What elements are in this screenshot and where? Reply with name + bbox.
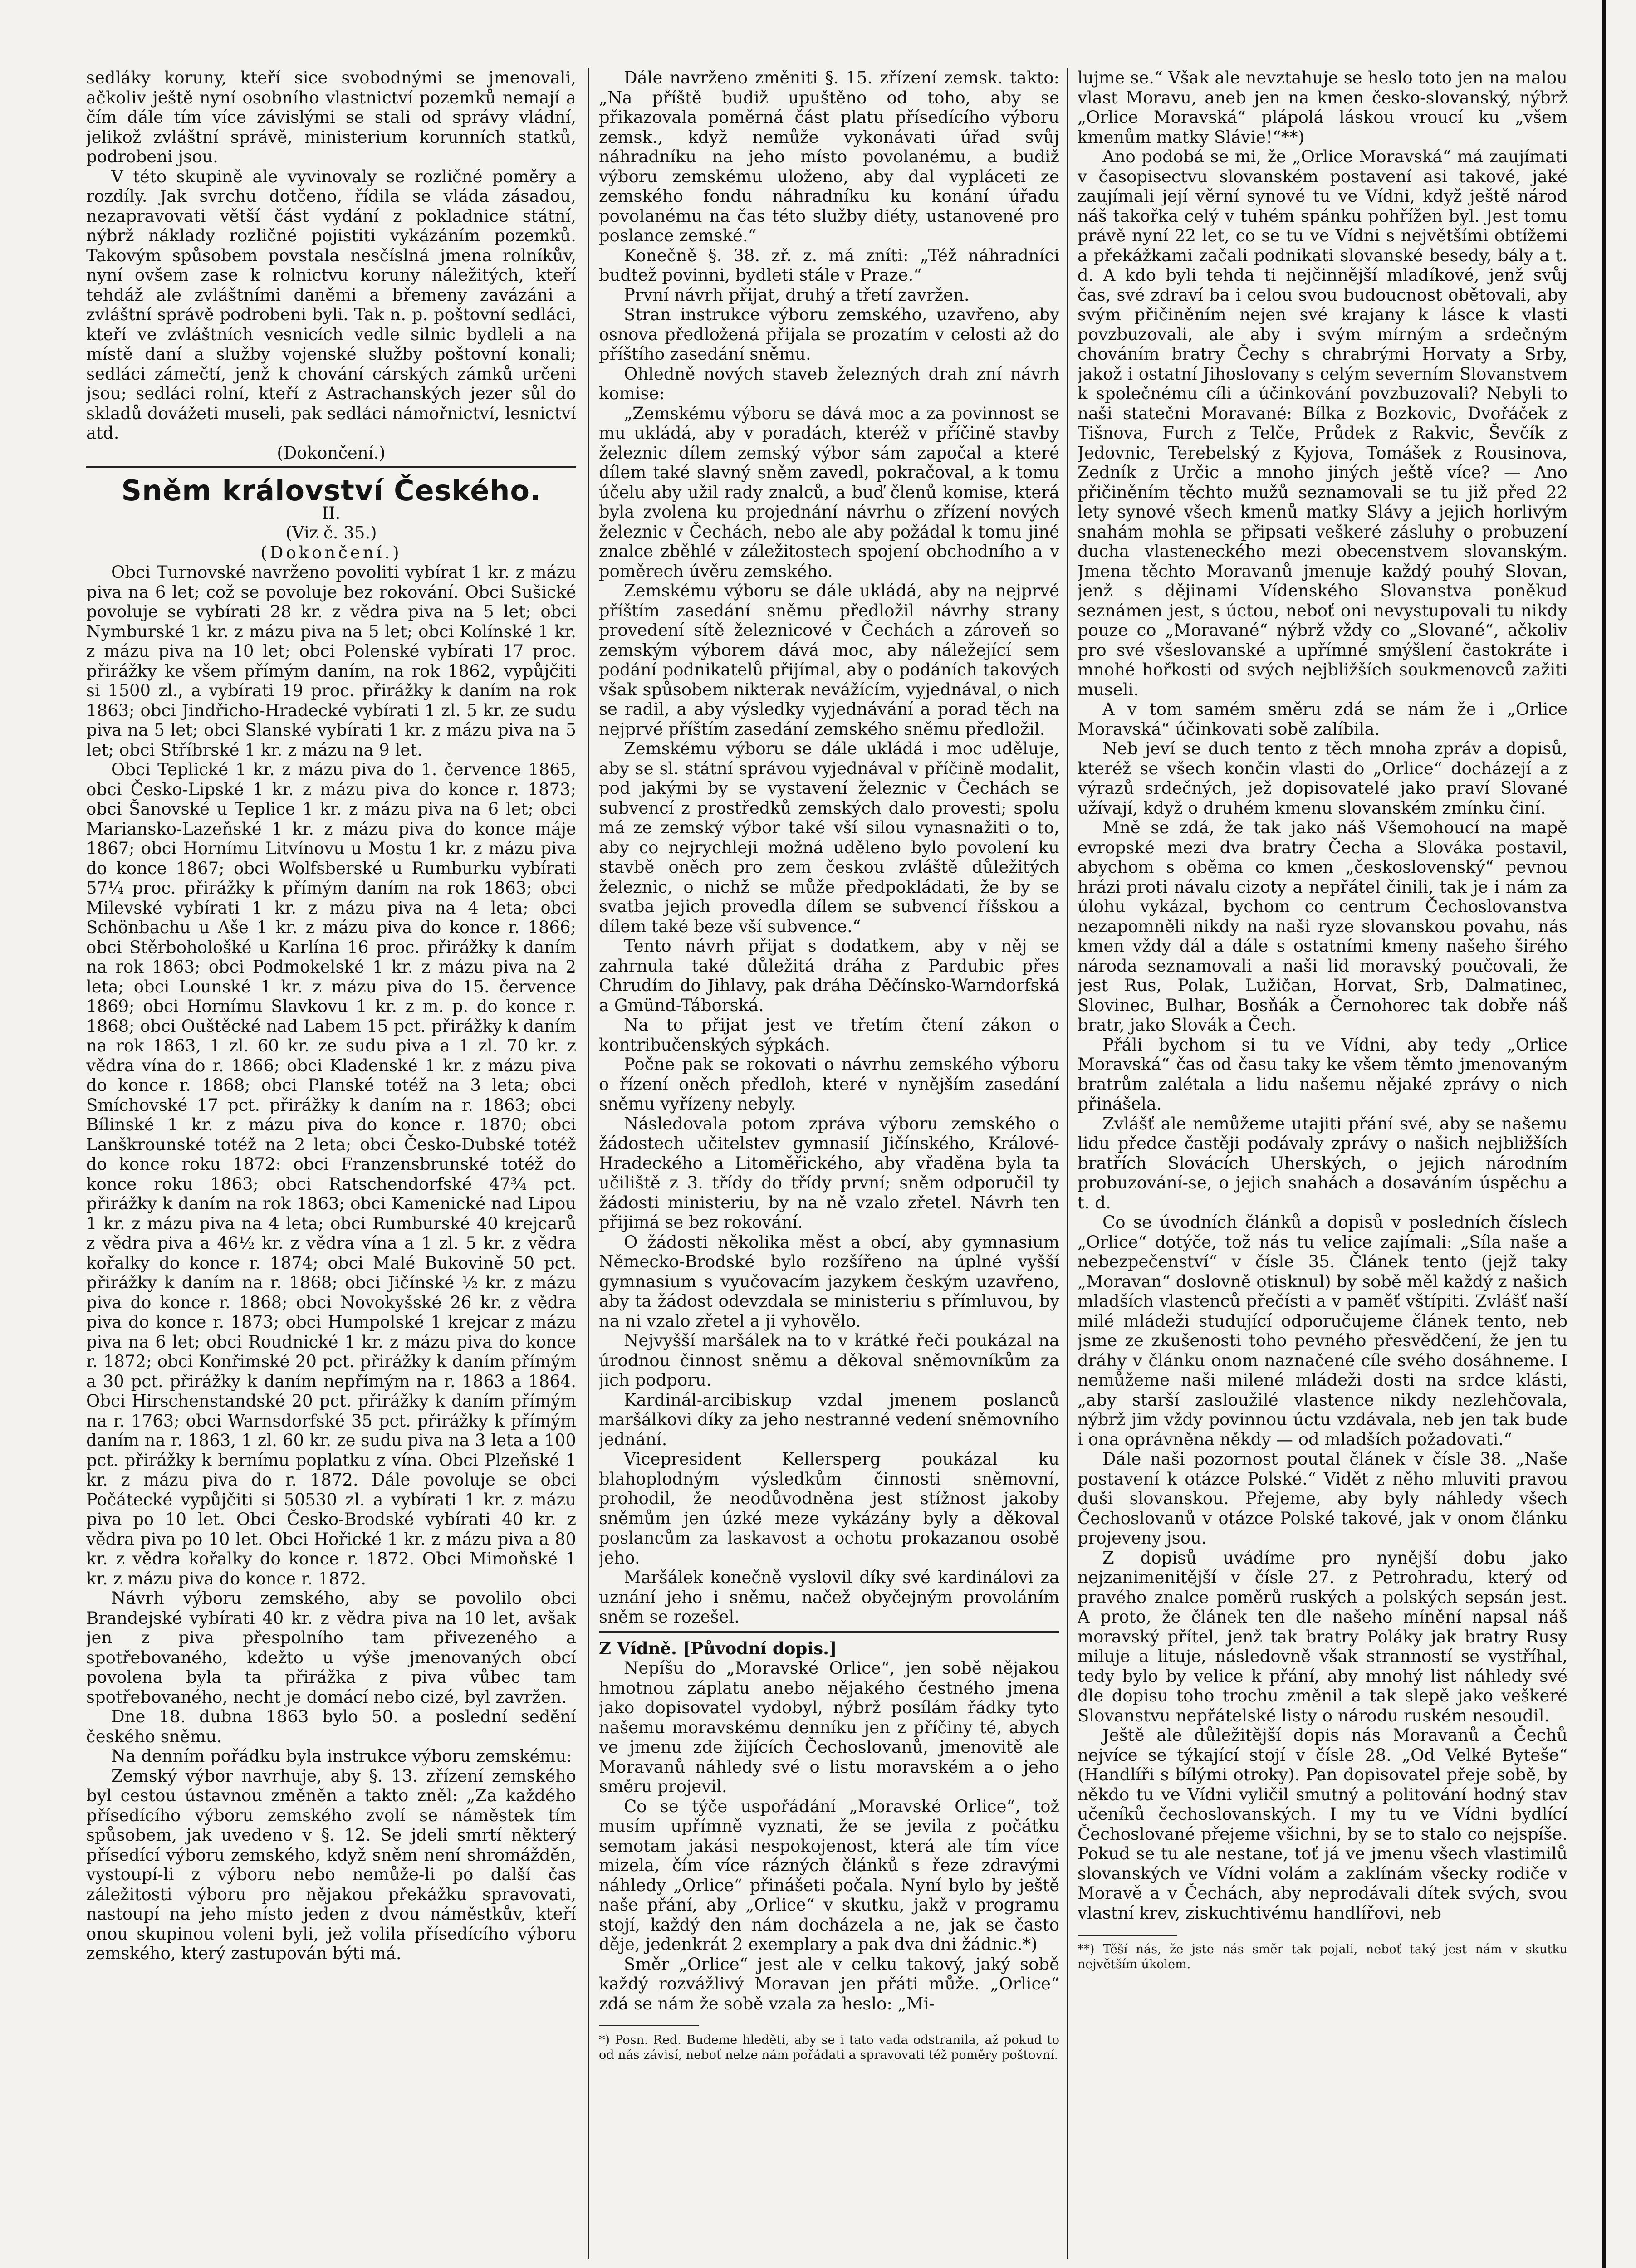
column-rule-1 bbox=[588, 68, 589, 2259]
article-text: sedláky koruny, kteří sice svobodnými se jmenovali, ačkoliv ještě nyní osobního vlastnictví pozemků nemají a čím dále tím více závislými se stali od správy vládní, jelikož zvláštní správě, ministerium korunních statků, podrobeni jsou. bbox=[86, 68, 576, 166]
continuation-note: (Dokončení.) bbox=[260, 543, 402, 562]
column-rule-2 bbox=[1067, 68, 1068, 2259]
article-text: Zemskému výboru se dále ukládá, aby na nejprvé příštím zasedání sněmu předložil návrhy strany provedení sítě železnicové v Čechách a zároveň so zemským výborem dává moc, aby náležející sem podání podnikatelů přijímal, aby o podáních takových však spůsobem nikterak nevážícím, vyjednával, o nich se radil, a aby výsledky vyjednávání a porad těch na nejprvé příštím zasedání zemského sněmu předložil. bbox=[599, 581, 1059, 739]
article-text: Ohledně nových staveb železných drah zní návrh komise: bbox=[599, 364, 1059, 403]
section-divider bbox=[86, 466, 576, 468]
article-text: V této skupině ale vyvinovaly se rozličné poměry a rozdíly. Jak svrchu dotčeno, řídila se vláda zásadou, nezapravovati větší část vydání z pokladnice státní, nýbrž náklady rozličné pojistiti vykázáním pozemků. Takovým spůsobem povstala nesčíslná jmena rolníkův, nyní ovšem zase k rolnictvu koruny náležitých, kteří tehdáž ale zvláštními daněmi a břemeny zavázáni a zvláštní správě podrobeni byli. Tak n. p. poštovní sedláci, kteří ve zvláštních vesnicích vedle silnic bydleli a na místě daní a služby vojenské služby poštovní konali; sedláci zámečtí, jenž k chování cárských zámků určeni jsou; sedláci rolní, kteří z Astrachanských jezer sůl do skladů dovážeti museli, pak sedláci námořnictví, lesnictví atd. bbox=[86, 166, 576, 443]
article-text: Neb jeví se duch tento z těch mnoha zpráv a dopisů, kteréž se všech končin vlasti do „Orlice“ docházejí a z výrazů srdečných, jež dopisovatelé jako praví Slované užívají, když o druhém kmenu slovanském zmínku činí. bbox=[1078, 739, 1567, 818]
footnote-divider bbox=[599, 2025, 699, 2026]
article-text: Mně se zdá, že tak jako náš Všemohoucí na mapě evropské mezi dva bratry Čecha a Slováka postavil, abychom s oběma co kmen „československý“ pevnou hrázi proti návalu cizoty a nepřátel činili, tak je i nám za úlohu vykázal, bychom co centrum Čechoslovanstva nezapomněli nikdy na naši ryze slovanskou povahu, nás kmen vždy dál a dále s ostatními kmeny našeho širého národa seznamovali a naši lid moravský poučovali, že jest Rus, Polak, Lužičan, Horvat, Srb, Dalmatinec, Slovinec, Bulhar, Bosňák a Černohorec tak dobře náš bratr, jako Slovák a Čech. bbox=[1078, 818, 1567, 1035]
article-text: Co se týče uspořádání „Moravské Orlice“, tož musím upřímně vyznati, že se jevila z počátku semotam jakási nespokojenost, která ale tím více mizela, čím více rázných článků s řeze zdravými náhledy „Orlice“ přinášeti počala. Nyní bylo by ještě naše přání, aby „Orlice“ v skutku, jakž v programu stojí, každý den nám docházela a ne, jak se často děje, jedenkrát 2 exemplary a pak dva dni žádnic.*) bbox=[599, 1796, 1059, 1954]
article-text: Na to přijat jest ve třetím čtení zákon o kontribučenských sýpkách. bbox=[599, 1015, 1059, 1055]
article-text: Obci Teplické 1 kr. z mázu piva do 1. července 1865, obci Česko-Lipské 1 kr. z mázu piva do konce r. 1873; obci Šanovské u Teplice 1 kr. z mázu piva na 6 let; obci Mariansko-Lazeňské 1 kr. z mázu piva do konce máje 1867; obci Hornímu Litvínovu u Mostu 1 kr. z mázu piva do konce 1867; obci Wolfsberské u Rumburku vybírati 57¼ proc. přirážky k přímým daním na rok 1863; obci Milevské vybírati 1 kr. z mázu piva na 4 leta; obci Schönbachu u Aše 1 kr. z mázu piva do konce r. 1866; obci Stěrbohološké u Karlína 16 proc. přirážky k daním na rok 1863; obci Podmokelské 1 kr. z mázu piva na 2 leta; obci Lounské 1 kr. z mázu piva do 15. července 1869; obci Hornímu Slavkovu 1 kr. z m. p. do konce r. 1868; obci Ouštěcké nad Labem 15 pct. přirážky k daním na rok 1863, 1 zl. 60 kr. ze sudu piva a 1 zl. 70 kr. z vědra vína do r. 1866; obci Kladenské 1 kr. z mázu piva do konce r. 1868; obci Planské totéž na 3 leta; obci Smíchovské 17 pct. přirážky k daním na r. 1863; obci Bílinské 1 kr. z mázu piva do konce r. 1870; obci Lanškrounské totéž na 2 leta; obci Česko-Dubské totéž do konce roku 1872: obci Franzensbrunské totéž do konce roku 1863; obci Ratschendorfské 47¾ pct. přirážky k daním na rok 1863; obci Kamenické nad Lipou 1 kr. z mázu piva na 4 leta; obci Rumburské 40 krejcarů z vědra piva a 46½ kr. z vědra vína a 1 zl. 5 kr. z vědra kořalky do konce r. 1874; obci Malé Bukovině 50 pct. přirážky k daním na r. 1868; obci Jičínské ½ kr. z mázu piva do konce r. 1868; obci Novokyšské 26 kr. z vědra piva do konce r. 1873; obci Humpolské 1 krejcar z mázu piva na 6 let; obci Roudnické 1 kr. z mázu piva do konce r. 1872; obci Konřimské 20 pct. přirážky k daním přímým a 30 pct. přirážky k daním nepřímým na r. 1863 a 1864. Obci Hirschenstandské 20 pct. přirážky k daním přímým na r. 1763; obci Warnsdorfské 35 pct. přirážky k přímým daním na r. 1863, 1 zl. 60 kr. ze sudu piva na 3 leta a 100 pct. přirážky k bernímu poplatku z vína. Obci Plzeňské 1 kr. z mázu piva do r. 1872. Dále povoluje se obci Počátecké vypůjčiti si 50530 zl. a vybírati 1 kr. z mázu piva po 10 let. Obci Česko-Brodské vybírati 40 kr. z vědra piva po 10 let. Obci Hořické 1 kr. z mázu piva a 80 kr. z vědra kořalky do konce r. 1872. Obci Mimoňské 1 kr. z mázu piva do konce r. 1872. bbox=[86, 760, 576, 1589]
column-2 bbox=[599, 68, 1059, 2268]
footnote: **) Těší nás, že jste nás směr tak pojali, neboť taký jest nám v skutku největším úkolem. bbox=[1078, 1942, 1567, 1971]
article-text: Nejvyšší maršálek na to v krátké řeči poukázal na úrodnou činnost sněmu a děkoval sněmovníkům za jich podporu. bbox=[599, 1331, 1059, 1390]
see-reference: (Viz č. 35.) bbox=[285, 523, 377, 543]
article-text: A v tom samém směru zdá se nám že i „Orlice Moravská“ účinkovati sobě zalíbila. bbox=[1078, 699, 1567, 739]
article-text: Návrh výboru zemského, aby se povolilo obci Brandejské vybírati 40 kr. z vědra piva na 10 let, avšak jen z piva přespolního tam přivezeného a spotřebovaného, kdežto u výše jmenovaných obcí povolena byla ta přirážka z piva vůbec tam spotřebovaného, necht je domácí nebo cizé, byl zavržen. bbox=[86, 1589, 576, 1707]
end-note: (Dokončení.) bbox=[277, 443, 386, 463]
section-divider bbox=[599, 1631, 1059, 1633]
article-text: O žádosti několika měst a obcí, aby gymnasium Německo-Brodské bylo rozšířeno na úplné vyšší gymnasium s vyučovacím jazykem českým uzavřeno, aby ta žádost odevzdala se ministeriu s přímluvou, by na ni vzalo zřetel a ji vyhovělo. bbox=[599, 1232, 1059, 1331]
article-text: Přáli bychom si tu ve Vídni, aby tedy „Orlice Moravská“ čas od času taky ke všem těmto jmenovaným bratrům zalétala a lidu našemu nějaké zprávy o nich přinášela. bbox=[1078, 1035, 1567, 1114]
article-text: Zvlášť ale nemůžeme utajiti přání své, aby se našemu lidu předce častěji podávaly zprávy o našich nejbližších bratřích Slovácích Uherských, o jejich národním probuzování-se, o jejich snahách a dosaváním úspěchu a t. d. bbox=[1078, 1114, 1567, 1212]
column-3 bbox=[1078, 68, 1567, 2268]
article-text: Vicepresident Kellersperg poukázal ku blahoplodným výsledkům činnosti sněmovní, prohodil, že neodůvodněna jest stížnost jakoby sněmům jen úzké meze vykázány byly a děkoval poslancům za laskavost a ochotu prokazanou osobě jeho. bbox=[599, 1449, 1059, 1568]
footnote-divider bbox=[1078, 1935, 1177, 1936]
article-text: Ještě ale důležitější dopis nás Moravanů a Čechů nejvíce se týkající stojí v čísle 28. „Od Velké Byteše“ (Handlíři s bílými otroky). Pan dopisovatel přeje sobě, by někdo tu ve Vídni vyličil smutný a politování hodný stav učeníků čechoslovanských. I my tu ve Vídni bydlící Čechoslované přejeme všichni, by se to stalo co nejspíše. Pokud se tu ale nestane, toť já ve jmenu všech vlastimilů slovanských ve Vídni volám a zaklínám všecky rodiče v Moravě a v Čechách, aby neprodávali dítek svých, svou vlastní krev, ziskuchtivému handlířovi, neb bbox=[1078, 1725, 1567, 1923]
article-text: Počne pak se rokovati o návrhu zemského výboru o řízení oněch předloh, které v nynějším zasedání sněmu vyřízeny nebyly. bbox=[599, 1055, 1059, 1114]
part-number: II. bbox=[322, 503, 341, 523]
article-text: Směr „Orlice“ jest ale v celku takový, jaký sobě každý rozvážlivý Moravan jen přáti může. „Orlice“ zdá se nám že sobě vzala za heslo: „Mi- bbox=[599, 1954, 1059, 2014]
section-title: Sněm království Českého. bbox=[121, 474, 541, 507]
article-text: Zemský výbor navrhuje, aby §. 13. zřízení zemského byl cestou ústavnou změněn a takto zněl: „Za každého přísedícího výboru zemského zvolí se náměstek tím spůsobem, jak uvedeno v §. 12. Se jdeli smrtí některý přísedící výboru zemského, když sněm není shromážděn, vystoupí-li z výboru nebo nemůže-li po další čas záležitosti výboru pro nějakou překážku spravovati, nastoupí na jeho místo jeden z dvou náměstkův, kteří onou skupinou voleni byli, jež volila přísedícího výboru zemského, který zastupován býti má. bbox=[86, 1766, 576, 1963]
footnote: *) Posn. Red. Budeme hleděti, aby se i tato vada odstranila, až pokud to od nás závisí, neboť nelze nám pořádati a spravovati též poměry poštovní. bbox=[599, 2033, 1059, 2062]
article-text: lujme se.“ Však ale nevztahuje se heslo toto jen na malou vlast Moravu, aneb jen na kmen česko-slovanský, nýbrž „Orlice Moravská“ plápolá láskou vroucí ku „všem kmenům matky Slávie!“**) bbox=[1078, 68, 1567, 147]
article-text: Maršálek konečně vyslovil díky své kardinálovi za uznání jeho i sněmu, načež obyčejným provoláním sněm se rozešel. bbox=[599, 1568, 1059, 1627]
dateline-heading: Z Vídně. [Původní dopis.] bbox=[599, 1638, 837, 1658]
article-text: Dále navrženo změniti §. 15. zřízení zemsk. takto: „Na příště budiž upuštěno od toho, aby se přikazovala poměrná část platu přísedícího výboru zemsk., když nemůže vykonávati úřad svůj náhradníku na jeho místo povolanému, a budiž výboru zemskému uloženo, aby dal vypláceti ze zemského fondu náhradníku ku konání úřadu povolanému na čas této služby diéty, ustanovené pro poslance zemské.“ bbox=[599, 68, 1059, 245]
article-text: Dne 18. dubna 1863 bylo 50. a poslední sedění českého sněmu. bbox=[86, 1707, 576, 1746]
article-text: Z dopisů uvádíme pro nynější dobu jako nejzanimenitější v čísle 27. z Petrohradu, který od pravého znalce poměrů ruských a polských sepsán jest. A proto, že článek ten dle našeho mínění napsal náš moravský přítel, jenž tak bratry Poláky jak bratry Rusy miluje a lituje, následovně však stranností se vystříhal, tedy bylo by velice k přání, aby mnohý list náhledy své dle dopisu toho trochu změnil a tak slepě jako veškeré Slovanstvu nepřátelské listy o národu ruském nesoudil. bbox=[1078, 1548, 1567, 1725]
page-edge-bar bbox=[1602, 0, 1606, 2268]
article-text: Konečně §. 38. zř. z. má zníti: „Též náhradníci budtež povinni, bydleti stále v Praze.“ bbox=[599, 245, 1059, 285]
article-text: Kardinál-arcibiskup vzdal jmenem poslanců maršálkovi díky za jeho nestranné vedení sněmovního jednání. bbox=[599, 1390, 1059, 1449]
article-text: Co se úvodních článků a dopisů v posledních číslech „Orlice“ dotýče, tož nás tu velice zajímali: „Síla naše a nebezpečenství“ v čísle 35. Článek tento (jejž taky „Moravan“ doslovně otisknul) by sobě měl každý z našich mladších vlastenců přečísti a v paměť vštípiti. Zvlášť naší milé mládeži studující odporučujeme článek tento, neb jsme ze zkušenosti toho pevného přesvědčení, že jen tu dráhy v článku onom naznačené cíle svého dosáhneme. I nemůžeme naši milené mládeži dosti na srdce klásti, „aby starší zasloužilé vlastence nikdy nezlehčovala, nýbrž jim vždy povinnou úctu vzdávala, neb jen tak bude i ona oprávněna někdy — od mladších požadovati.“ bbox=[1078, 1212, 1567, 1449]
article-text: „Zemskému výboru se dává moc a za povinnost se mu ukládá, aby v poradách, kteréž v příčině stavby železnic dílem zemský výbor sám započal a které dílem také slavný sněm zavedl, pokračoval, a k tomu účelu aby užil rady znalců, a buď členů komise, která byla zvolena ku projednání návrhu o zřízení nových železnic v Čechách, nebo ale aby požádal k tomu jiné znalce zběhlé v záležitostech spojení obchodního a v poměrech úvěru zemského. bbox=[599, 403, 1059, 581]
article-text: Ano podobá se mi, že „Orlice Moravská“ má zaujímati v časopisectvu slovanském postavení asi takové, jaké zaujímali její věrní synové tu ve Vídni, když ještě národ náš takořka celý v tuhém spánku pohřížen byl. Jest tomu právě nyní 22 let, co se tu ve Vídni s největšími obtížemi a překážkami začali podnikati slovanské besedy, bály a t. d. A kdo byli tehda ti nejčinnější mladíkové, jenž svůj čas, své zdraví ba i celou svou budoucnost obětovali, aby svým přičiněním nejen své krajany k lásce k vlasti povzbuzovali, ale aby i svým mírným a srdečným chováním bratry Čechy s chrabrými Horvaty a Srby, jakož i ostatní Jihoslovany s celým severním Slovanstvem k společnému cíli a účinkování povzbuzovali? Nebyli to naši statečni Moravané: Bílka z Bozkovic, Dvořáček z Tišnova, Furch z Telče, Průdek z Rakvic, Ševčík z Jedovnic, Terebelský z Kyjova, Tomášek z Rousinova, Zedník z Určic a mnoho jiných ještě více? — Ano přičiněním těchto mužů seznamovali se tu již před 22 lety synové všech kmenů matky Slávy a jejich horlivým snahám mohla se připsati veškeré zásluhy o probuzení ducha vlasteneckého mezi obecenstvem slovanským. Jmena těchto Moravanů jmenuje každý pouhý Slovan, jenž s dějinami Vídenského Slovanstva poněkud seznámen jest, s úctou, neboť oni nevystupovali tu nikdy pouze co „Moravané“ nýbrž vždy co „Slované“, ačkoliv pro své všeslovanské a upřímné smýšlení častokráte i mnohé hořkosti od svých nejbližších soukmenovců zažiti museli. bbox=[1078, 147, 1567, 699]
column-1 bbox=[86, 68, 576, 2268]
article-text: První návrh přijat, druhý a třetí zavržen. bbox=[624, 285, 970, 305]
article-text: Dále naši pozornost poutal článek v čísle 38. „Naše postavení k otázce Polské.“ Vidět z něho mluviti pravou duši slovanskou. Přejeme, aby byly náhledy všech Čechoslovanů v otázce Polské takové, jak v onom článku projeveny jsou. bbox=[1078, 1449, 1567, 1548]
article-text: Stran instrukce výboru zemského, uzavřeno, aby osnova předložená přijala se prozatím v celosti až do příštího zasedání sněmu. bbox=[599, 305, 1059, 364]
article-text: Následovala potom zpráva výboru zemského o žádostech učitelstev gymnasií Jičínského, Králové-Hradeckého a Litoměřického, aby vřaděna byla ta učiliště z 3. třídy do třídy první; sněm odporučil ty žádosti ministeriu, by na ně vzalo zřetel. Návrh ten přijimá se bez rokování. bbox=[599, 1114, 1059, 1232]
article-text: Zemskému výboru se dále ukládá i moc uděluje, aby se sl. státní správou vyjednával v příčině modalit, pod jakými by se vystavení železnic v Čechách se subvencí z prostředků zemských dalo provesti; spolu má ze zemský výbor také vší silou vynasnažiti o to, aby co nejrychleji možná uděleno bylo povolení ku stavbě oněch pro zem českou zvláště důležitých železnic, o nichž se může předpokládati, že by se svatba jejich provedla dílem se subvencí říšskou a dílem také beze vší subvence.“ bbox=[599, 739, 1059, 936]
article-text: Obci Turnovské navrženo povoliti vybírat 1 kr. z mázu piva na 6 let; což se povoluje bez rokování. Obci Sušické povoluje se vybírati 28 kr. z vědra piva na 5 let; obci Nymburské 1 kr. z mázu piva na 5 let; obci Kolínské 1 kr. z mázu piva na 10 let; obci Polenské vybírati 17 proc. přirážky ke všem přímým daním, na rok 1862, vypůjčiti si 1500 zl., a vybírati 19 proc. přirážky k daním na rok 1863; obci Jindřicho-Hradecké vybírati 1 zl. 5 kr. ze sudu piva na 5 let; obci Slanské vybírati 1 kr. z mázu piva na 5 let; obci Stříbrské 1 kr. z mázu na 9 let. bbox=[86, 562, 576, 760]
article-text: Na denním pořádku byla instrukce výboru zemskému: bbox=[111, 1746, 572, 1766]
article-text: Tento návrh přijat s dodatkem, aby v něj se zahrnula také důležitá dráha z Pardubic přes Chrudím do Jihlavy, pak dráha Děčínsko-Warndorfská a Gmünd-Táborská. bbox=[599, 936, 1059, 1015]
article-text: Nepíšu do „Moravské Orlice“, jen sobě nějakou hmotnou záplatu anebo nějakého čestného jmena jako dopisovatel vydobyl, nýbrž posílám řádky tyto našemu moravskému denníku jen z příčiny té, abych ve jmenu zde žijících Čechoslovanů, jmenovitě ale Moravanů náhledy své o listu moravském a o jeho směru projevil. bbox=[599, 1658, 1059, 1796]
